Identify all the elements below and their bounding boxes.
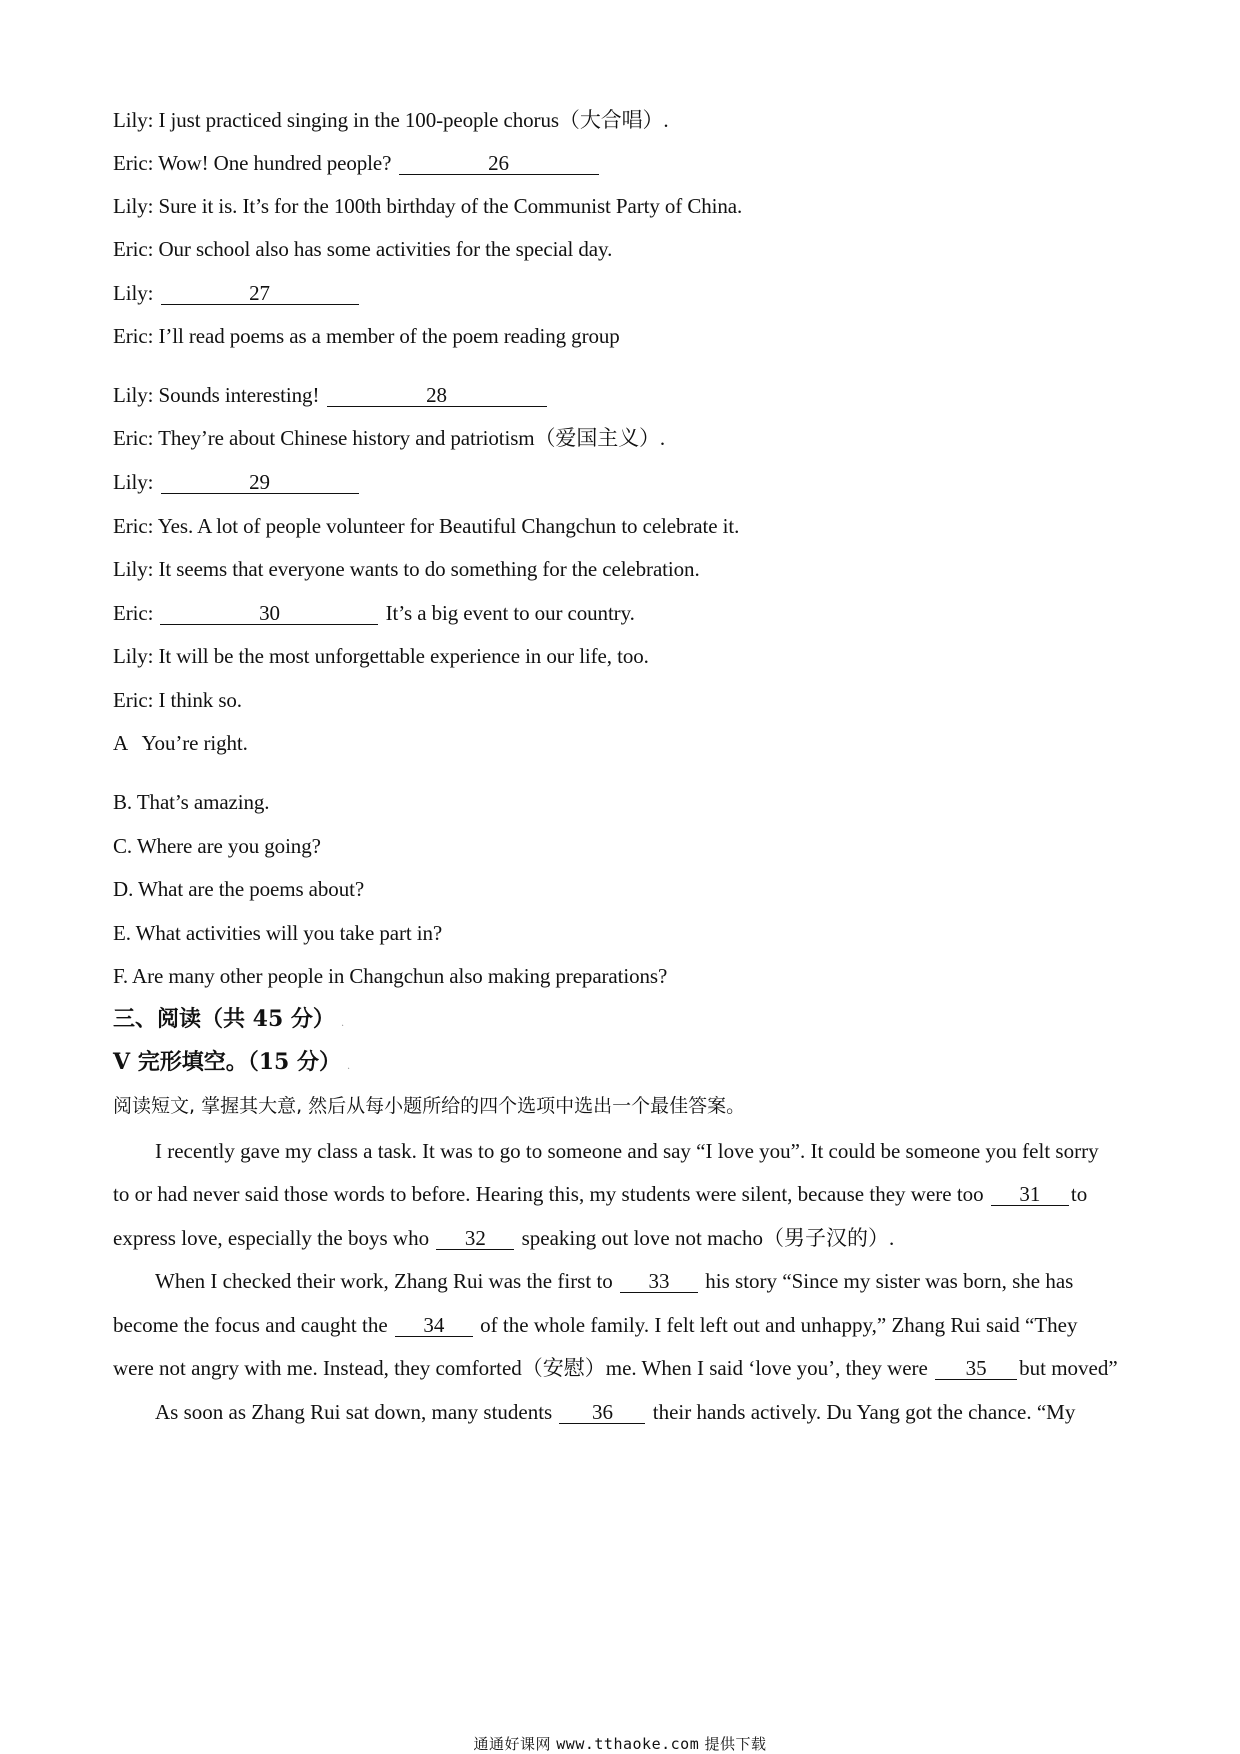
passage-line — [113, 1225, 894, 1251]
footer — [0, 1733, 1240, 1754]
dialogue-text: Wow! One hundred people? — [158, 151, 392, 175]
speaker: Lily: — [113, 281, 154, 305]
section-heading — [113, 1005, 344, 1038]
speaker: Lily: — [113, 557, 154, 581]
answer-blank: 32 — [436, 1227, 514, 1250]
dialogue-text: Our school also has some activities for the special day. — [158, 237, 613, 261]
instruction-text: 阅读短文, 掌握其大意, 然后从每小题所给的四个选项中选出一个最佳答案。 — [113, 1095, 746, 1117]
dialogue-line — [113, 469, 361, 495]
dialogue-text: Sure it is. It’s for the 100th birthday of the Communist Party of China. — [158, 194, 743, 218]
passage-text: to or had never said those words to before. Hearing this, my students were silent, because they were too — [113, 1182, 984, 1206]
answer-blank: 30 — [160, 602, 378, 625]
section-heading-text: 三、阅读（共 45 分） — [113, 1006, 335, 1032]
footer-url[interactable]: www.tthaoke.com — [556, 1735, 700, 1753]
passage-text: to — [1070, 1182, 1088, 1206]
dialogue-line — [113, 643, 649, 669]
answer-blank: 29 — [161, 471, 359, 494]
answer-blank: 27 — [161, 282, 359, 305]
speaker: Lily: — [113, 644, 154, 668]
dialogue-text: I just practiced singing in the 100-people chorus（大合唱）. — [158, 108, 669, 132]
option-b: B. That’s amazing. — [113, 790, 270, 814]
passage-text: As soon as Zhang Rui sat down, many students — [155, 1400, 553, 1424]
option-d: D. What are the poems about? — [113, 877, 365, 901]
subsection-heading — [113, 1048, 350, 1081]
answer-blank: 36 — [559, 1401, 645, 1424]
dialogue-text: Sounds interesting! — [158, 383, 320, 407]
speaker: Lily: — [113, 383, 154, 407]
footer-site-name: 通通好课网 — [473, 1735, 551, 1753]
speaker: Lily: — [113, 194, 154, 218]
answer-blank: 28 — [327, 384, 547, 407]
option-f: F. Are many other people in Changchun also making preparations? — [113, 964, 668, 988]
dialogue-text: Yes. A lot of people volunteer for Beautiful Changchun to celebrate it. — [157, 514, 740, 538]
subsection-heading-text: V 完形填空。（15 分） — [113, 1049, 342, 1075]
dialogue-line — [113, 236, 612, 262]
footer-download-text: 提供下载 — [704, 1735, 767, 1753]
passage-line — [155, 1138, 1099, 1164]
speaker: Eric: — [113, 514, 154, 538]
dialogue-text: I’ll read poems as a member of the poem reading group — [158, 324, 620, 348]
dialogue-line — [113, 280, 361, 306]
speaker: Lily: — [113, 470, 154, 494]
passage-text: I recently gave my class a task. It was to go to someone and say “I love you”. It could be someone you felt sorry — [155, 1139, 1099, 1163]
dialogue-text: It will be the most unforgettable experience in our life, too. — [158, 644, 649, 668]
answer-blank: 26 — [399, 152, 599, 175]
option-c: C. Where are you going? — [113, 834, 321, 858]
dialogue-line — [113, 382, 549, 408]
speaker: Eric: — [113, 688, 154, 712]
dialogue-line — [113, 513, 739, 539]
dialogue-text: It seems that everyone wants to do something for the celebration. — [158, 557, 700, 581]
dot-mark: . — [347, 1061, 351, 1072]
passage-text: of the whole family. I felt left out and unhappy,” Zhang Rui said “They — [480, 1313, 1078, 1337]
answer-blank: 33 — [620, 1270, 698, 1293]
answer-blank: 34 — [395, 1314, 473, 1337]
dialogue-text: It’s a big event to our country. — [385, 601, 635, 625]
speaker: Eric: — [113, 237, 154, 261]
dialogue-line — [113, 323, 620, 349]
passage-text: their hands actively. Du Yang got the chance. “My — [652, 1400, 1076, 1424]
dialogue-text: They’re about Chinese history and patriotism（爱国主义）. — [158, 426, 666, 450]
passage-line — [113, 1312, 1078, 1338]
passage-text: become the focus and caught the — [113, 1313, 388, 1337]
speaker: Eric: — [113, 601, 154, 625]
option-a: A You’re right. — [113, 731, 248, 755]
speaker: Lily: — [113, 108, 154, 132]
passage-line — [155, 1268, 1073, 1294]
passage-line — [155, 1399, 1075, 1425]
dialogue-line — [113, 107, 669, 133]
passage-text: his story “Since my sister was born, she has — [705, 1269, 1074, 1293]
passage-text: but moved” — [1019, 1356, 1118, 1380]
answer-blank: 35 — [935, 1357, 1017, 1380]
dialogue-line — [113, 150, 601, 176]
option-e: E. What activities will you take part in? — [113, 921, 443, 945]
passage-text: express love, especially the boys who — [113, 1226, 430, 1250]
passage-line — [113, 1181, 1087, 1207]
passage-text: When I checked their work, Zhang Rui was the first to — [155, 1269, 613, 1293]
speaker: Eric: — [113, 151, 154, 175]
passage-text: speaking out love not macho（男子汉的）. — [521, 1226, 895, 1250]
dot-mark: . — [340, 1018, 345, 1029]
dialogue-line — [113, 193, 742, 219]
speaker: Eric: — [113, 324, 154, 348]
speaker: Eric: — [113, 426, 154, 450]
passage-text: were not angry with me. Instead, they comforted（安慰）me. When I said ‘love you’, they were — [113, 1356, 928, 1380]
dialogue-line — [113, 425, 665, 451]
dialogue-text: I think so. — [158, 688, 242, 712]
passage-line — [113, 1355, 1118, 1381]
dialogue-line — [113, 687, 242, 713]
answer-blank: 31 — [991, 1183, 1069, 1206]
dialogue-line — [113, 600, 635, 626]
dialogue-line — [113, 556, 700, 582]
